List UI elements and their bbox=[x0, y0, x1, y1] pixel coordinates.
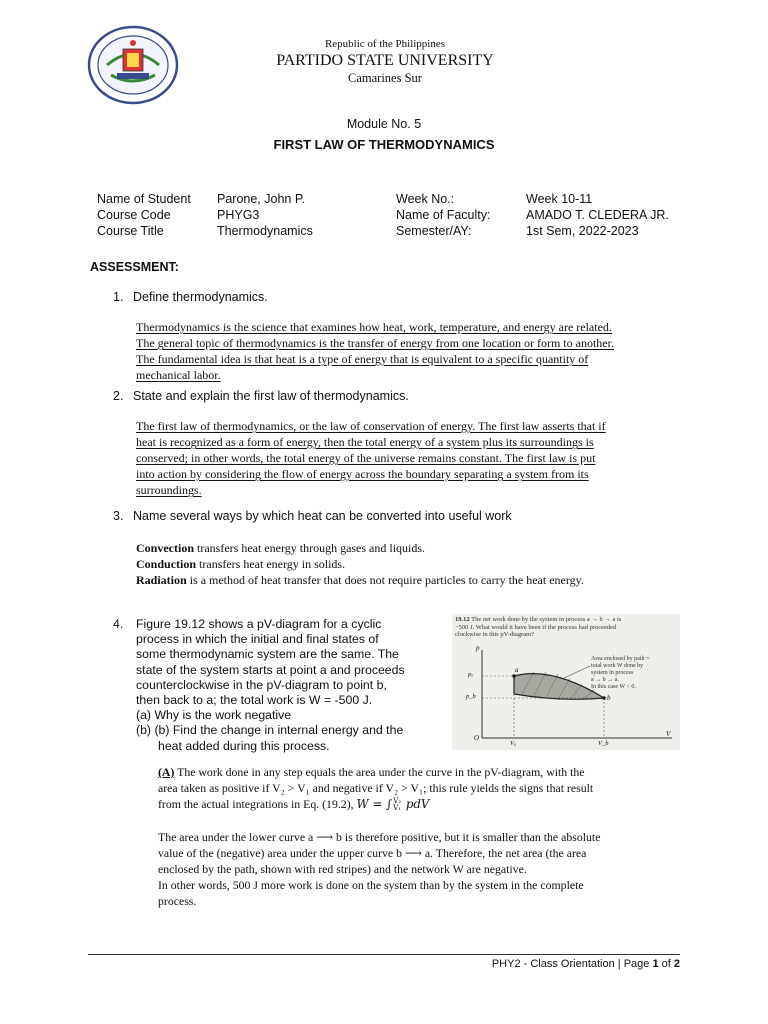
answer-4a-explanation bbox=[158, 829, 688, 909]
explanation-line: process. bbox=[158, 894, 197, 908]
point-a-marker bbox=[512, 674, 516, 678]
question-4-text bbox=[136, 617, 446, 754]
university-name: PARTIDO STATE UNIVERSITY bbox=[276, 52, 494, 69]
semester-label: Semester/AY: bbox=[396, 224, 472, 238]
assessment-heading: ASSESSMENT: bbox=[90, 260, 179, 274]
explanation-line: The area under the lower curve a ⟶ b is therefore positive, but it is smaller than the absolute bbox=[158, 830, 601, 844]
pv-diagram-figure bbox=[452, 614, 680, 750]
course-title-value: Thermodynamics bbox=[217, 224, 313, 238]
answer-4a-label: (A) bbox=[158, 765, 175, 779]
faculty-label: Name of Faculty: bbox=[396, 208, 491, 222]
week-value: Week 10-11 bbox=[526, 192, 593, 206]
point-b-label: b bbox=[607, 694, 611, 702]
answer-1-line: mechanical labor. bbox=[136, 368, 221, 382]
question-4-line: then back to a; the total work is W = -500 J. bbox=[136, 693, 373, 708]
explanation-line: enclosed by the path, shown with red stripes) and the network W are negative. bbox=[158, 862, 527, 876]
figure-caption-number: 19.12 bbox=[455, 616, 470, 623]
answer-2-line: conserved; in other words, the total energy of the universe remains constant. The first law is put bbox=[136, 451, 596, 465]
pa-label: pₐ bbox=[468, 671, 474, 678]
footer-of: of bbox=[658, 958, 674, 970]
va-label: Vₐ bbox=[510, 740, 516, 747]
module-title: FIRST LAW OF THERMODYNAMICS bbox=[273, 137, 495, 152]
answer-4a bbox=[158, 764, 688, 812]
seal-text-bottom bbox=[87, 79, 179, 105]
answer-3-term: Conduction bbox=[136, 557, 197, 571]
figure-note-line: Area enclosed by path = bbox=[591, 656, 650, 662]
figure-note bbox=[591, 656, 677, 691]
explanation-line: value of the (negative) area under the upper curve b ⟶ a. Therefore, the net area (the area bbox=[158, 846, 587, 860]
course-code-label: Course Code bbox=[97, 208, 171, 222]
point-b-marker bbox=[602, 696, 606, 700]
answer-3-desc: is a method of heat transfer that does not require particles to carry the heat energy. bbox=[186, 573, 584, 587]
formula-integral: = ∫ bbox=[368, 797, 393, 811]
integral-limits bbox=[393, 798, 401, 812]
answer-1-line: The general topic of thermodynamics is the transfer of energy from one location or form to another. bbox=[136, 336, 614, 350]
question-4-line: heat added during this process. bbox=[158, 738, 330, 753]
integral-upper-limit: V₂ bbox=[393, 797, 402, 805]
answer-1-line: Thermodynamics is the science that examines how heat, work, temperature, and energy are related. bbox=[136, 320, 612, 334]
explanation-line: In other words, 500 J more work is done on the system than by the system in the complete bbox=[158, 878, 584, 892]
footer-text: PHY2 - Class Orientation | Page bbox=[491, 958, 653, 970]
question-1-text: Define thermodynamics. bbox=[133, 290, 268, 304]
formula-body: pdV bbox=[402, 797, 430, 811]
answer-3-desc: transfers heat energy in solids. bbox=[196, 557, 346, 571]
answer-2-line: surroundings. bbox=[136, 483, 202, 497]
answer-3-item bbox=[136, 556, 696, 572]
question-4-line: process in which the initial and final states of bbox=[136, 632, 379, 647]
course-title-label: Course Title bbox=[97, 224, 164, 238]
answer-2-line: The first law of thermodynamics, or the law of conservation of energy. The first law asserts that if bbox=[136, 419, 606, 433]
answer-4a-line: area taken as positive if V₂ > V₁ and negative if V₂ > V₁; this rule yields the signs that result bbox=[158, 781, 594, 795]
footer-page-number: 1 bbox=[652, 958, 659, 970]
question-4-line: (b) (b) Find the change in internal energy and the bbox=[136, 723, 404, 738]
origin-label: O bbox=[474, 734, 480, 742]
figure-caption-line: The net work done by the system in process a → b → a is bbox=[471, 616, 622, 623]
question-4-line: some thermodynamic system are the same. The bbox=[136, 647, 399, 662]
module-number: Module No. 5 bbox=[346, 117, 422, 131]
student-label: Name of Student bbox=[97, 192, 191, 206]
week-label: Week No.: bbox=[396, 192, 455, 206]
p-axis-label: p bbox=[476, 644, 480, 652]
republic-line: Republic of the Philippines bbox=[324, 38, 446, 50]
footer-divider bbox=[88, 954, 680, 955]
answer-1 bbox=[136, 319, 679, 383]
student-value: Parone, John P. bbox=[217, 192, 306, 206]
province-line: Camarines Sur bbox=[348, 71, 422, 85]
answer-4a-text: from the actual integrations in Eq. (19.2), bbox=[158, 797, 357, 811]
question-3-text: Name several ways by which heat can be converted into useful work bbox=[133, 509, 512, 523]
figure-caption-line: clockwise in this pV-diagram? bbox=[455, 631, 535, 638]
question-1-number: 1. bbox=[113, 290, 124, 304]
figure-note-line: total work W done by bbox=[591, 663, 644, 669]
answer-4a-line bbox=[158, 764, 688, 780]
work-formula bbox=[357, 797, 430, 811]
figure-note-line: system in process bbox=[591, 670, 634, 676]
answer-1-line: The fundamental idea is that heat is a type of energy that is equivalent to a specific quantity of bbox=[136, 352, 589, 366]
formula-w: W bbox=[356, 797, 369, 811]
semester-value: 1st Sem, 2022-2023 bbox=[526, 224, 639, 238]
question-3-number: 3. bbox=[113, 509, 124, 523]
answer-4a-text: The work done in any step equals the area under the curve in the pV-diagram, with the bbox=[174, 765, 585, 779]
seal-text-top bbox=[87, 25, 179, 78]
answer-3 bbox=[136, 540, 696, 588]
question-4-line: (a) Why is the work negative bbox=[136, 708, 292, 723]
question-4-line: Figure 19.12 shows a pV-diagram for a cyclic bbox=[136, 617, 382, 631]
pb-label: p_b bbox=[466, 693, 476, 700]
point-a-label: a bbox=[515, 666, 519, 674]
answer-2 bbox=[136, 418, 679, 498]
answer-3-desc: transfers heat energy through gases and liquids. bbox=[194, 541, 426, 555]
question-4-line: counterclockwise in the pV-diagram to point b, bbox=[136, 677, 387, 692]
figure-note-line: a → b → a. bbox=[591, 677, 619, 683]
question-4-line: state of the system starts at point a and proceeds bbox=[136, 662, 405, 677]
page-footer bbox=[492, 958, 680, 970]
question-1 bbox=[113, 290, 268, 304]
question-2 bbox=[113, 389, 409, 403]
figure-caption-line: −500 J. What would it have been if the process had proceeded bbox=[455, 623, 617, 631]
answer-3-term: Convection bbox=[136, 541, 194, 555]
v-axis-label: V bbox=[666, 730, 671, 738]
footer-page-total: 2 bbox=[673, 958, 680, 970]
question-3 bbox=[113, 509, 512, 523]
vb-label: V_b bbox=[598, 740, 609, 747]
answer-4a-line bbox=[158, 796, 688, 812]
answer-3-item bbox=[136, 540, 696, 556]
course-code-value: PHYG3 bbox=[217, 208, 260, 222]
answer-2-line: heat is recognized as a form of energy, then the total energy of a system plus its surroundings is bbox=[136, 435, 594, 449]
question-2-number: 2. bbox=[113, 389, 124, 403]
figure-note-line: In this case W < 0. bbox=[591, 684, 636, 690]
question-4-number: 4. bbox=[113, 617, 124, 631]
answer-3-term: Radiation bbox=[136, 573, 187, 587]
answer-3-item bbox=[136, 572, 696, 588]
faculty-value: AMADO T. CLEDERA JR. bbox=[526, 208, 669, 222]
integral-lower-limit: V₁ bbox=[393, 804, 402, 812]
question-2-text: State and explain the first law of thermodynamics. bbox=[133, 389, 409, 403]
answer-2-line: into action by considering the flow of energy across the boundary separating a system from its bbox=[136, 467, 589, 481]
